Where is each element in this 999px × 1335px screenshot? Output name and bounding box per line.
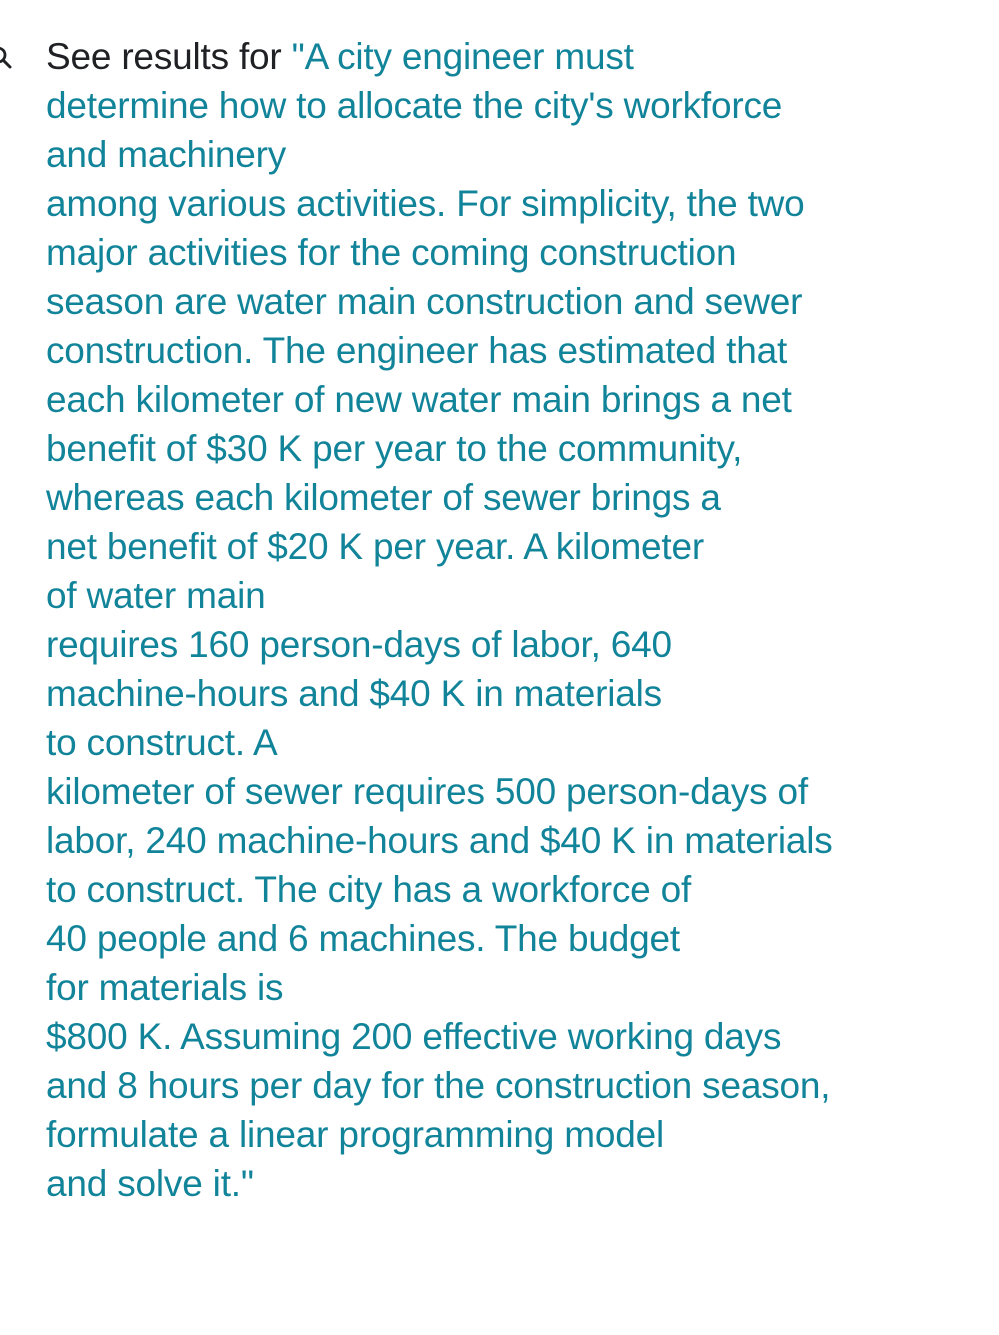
query-text-line[interactable]: to construct. A <box>46 722 278 763</box>
query-text-line[interactable]: kilometer of sewer requires 500 person-days of <box>46 771 809 812</box>
query-text-line[interactable]: and solve it." <box>46 1163 254 1204</box>
query-text-line[interactable]: formulate a linear programming model <box>46 1114 664 1155</box>
query-text-line[interactable]: among various activities. For simplicity, the two <box>46 183 805 224</box>
query-text-line-1[interactable]: "A city engineer must <box>291 36 634 77</box>
query-text-line[interactable]: and machinery <box>46 134 287 175</box>
query-text-line[interactable]: net benefit of $20 K per year. A kilometer <box>46 526 705 567</box>
see-results-prefix: See results for <box>46 36 292 77</box>
query-text-line[interactable]: and 8 hours per day for the construction season, <box>46 1065 831 1106</box>
query-text-line[interactable]: each kilometer of new water main brings a net <box>46 379 792 420</box>
search-icon <box>0 45 12 69</box>
query-text-line[interactable]: construction. The engineer has estimated that <box>46 330 788 371</box>
query-text-line[interactable]: for materials is <box>46 967 284 1008</box>
query-text-line[interactable]: labor, 240 machine-hours and $40 K in materials <box>46 820 833 861</box>
query-text-line[interactable]: season are water main construction and sewer <box>46 281 803 322</box>
query-text-line[interactable]: machine-hours and $40 K in materials <box>46 673 662 714</box>
query-text-line[interactable]: $800 K. Assuming 200 effective working days <box>46 1016 782 1057</box>
query-text-line[interactable]: benefit of $30 K per year to the community, <box>46 428 743 469</box>
query-text-line[interactable]: major activities for the coming construction <box>46 232 737 273</box>
query-text-line[interactable]: of water main <box>46 575 266 616</box>
query-text-line[interactable]: determine how to allocate the city's workforce <box>46 85 783 126</box>
see-results-text[interactable] <box>46 32 991 1208</box>
query-text-line[interactable]: 40 people and 6 machines. The budget <box>46 918 680 959</box>
query-text-line[interactable]: requires 160 person-days of labor, 640 <box>46 624 672 665</box>
suggestion-line <box>46 32 991 81</box>
query-text-line[interactable]: whereas each kilometer of sewer brings a <box>46 477 721 518</box>
query-text-line[interactable]: to construct. The city has a workforce of <box>46 869 692 910</box>
